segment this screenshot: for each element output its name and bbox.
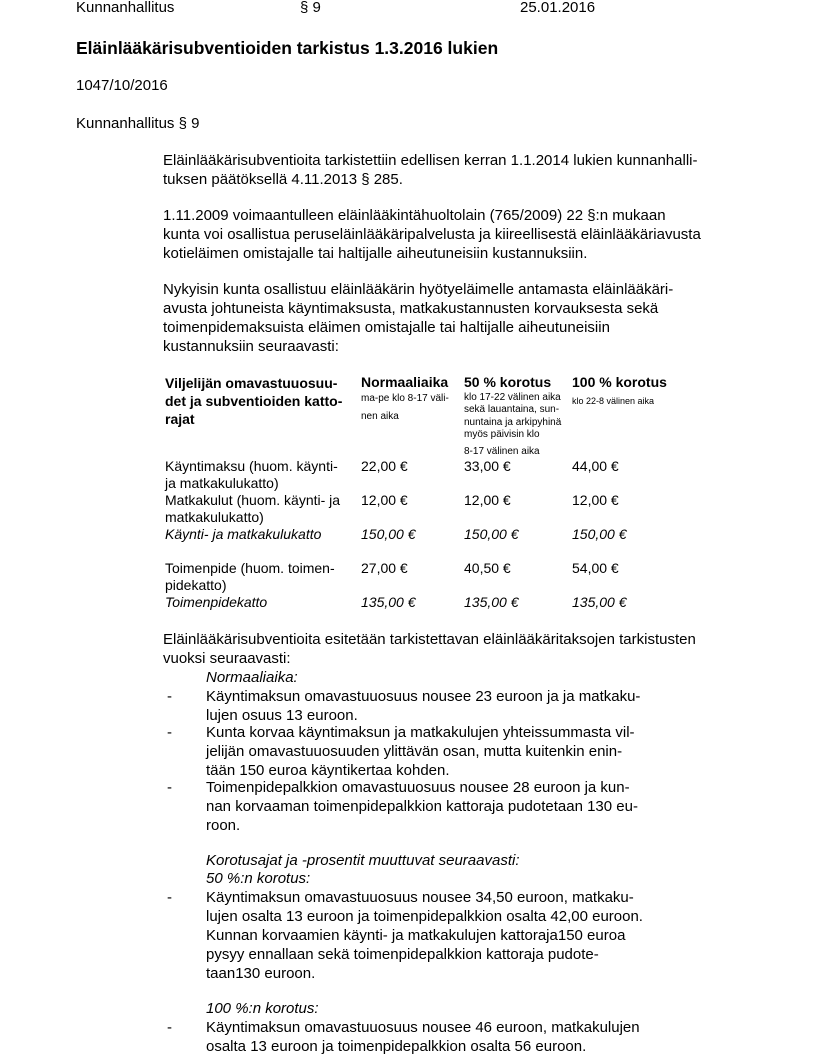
paragraph-proposal-intro: Eläinlääkärisubventioita esitetään tarkistettavan eläinlääkäritaksojen tarkistusten vuoksi seuraavasti: [163,631,696,667]
surcharge-50-heading: 50 %:n korotus: [206,870,311,887]
table-header-category: Viljelijän omavastuuosuu- det ja subventioiden katto- rajat [165,375,343,427]
table-header-100-percent: 100 % korotus klo 22-8 välinen aika [572,374,667,406]
table-header-normal-time: Normaaliaika ma-pe klo 8-17 väli- nen aika [361,374,449,422]
header-section: § 9 [300,0,321,16]
surcharge-100-heading: 100 %:n korotus: [206,1000,319,1017]
bullet-dash: - [167,779,172,796]
surcharge-heading: Korotusajat ja -prosentit muuttuvat seuraavasti: [206,852,520,869]
document-title: Eläinlääkärisubventioiden tarkistus 1.3.2016 lukien [76,38,499,58]
bullet-dash: - [167,889,172,906]
paragraph-current-practice: Nykyisin kunta osallistuu eläinlääkärin hyötyeläimelle antamasta eläinlääkäri- avusta johtuneista käyntimaksusta, matkakustannusten korvauksesta sekä toimenpidemaksuista eläimen omistajalle tai haltijalle aiheutuneisiin kustannuksiin seuraavasti: [163,281,674,355]
header-body: Kunnanhallitus [76,0,175,16]
bullet-dash: - [167,688,172,705]
normal-time-heading: Normaaliaika: [206,669,298,686]
reference-number: 1047/10/2016 [76,77,168,94]
header-date: 25.01.2016 [520,0,596,16]
paragraph-previous-revision: Eläinlääkärisubventioita tarkistettiin edellisen kerran 1.1.2014 lukien kunnanhalli- tuksen päätöksellä 4.11.2013 § 285. [163,152,698,188]
paragraph-legal-basis: 1.11.2009 voimaantulleen eläinlääkintähuoltolain (765/2009) 22 §:n mukaan kunta voi osallistua peruseläinlääkäripalvelusta ja kiireellisestä eläinlääkäriavusta kotieläimen omistajalle tai haltijalle aiheutuneisiin kustannuksiin. [163,207,701,262]
table-header-50-percent: 50 % korotus klo 17-22 välinen aika sekä lauantaina, sun- nuntaina ja arkipyhinä myös päivisin klo 8-17 välinen aika [464,374,562,457]
bullet-dash: - [167,724,172,741]
section-label: Kunnanhallitus § 9 [76,115,200,132]
bullet-dash: - [167,1019,172,1036]
